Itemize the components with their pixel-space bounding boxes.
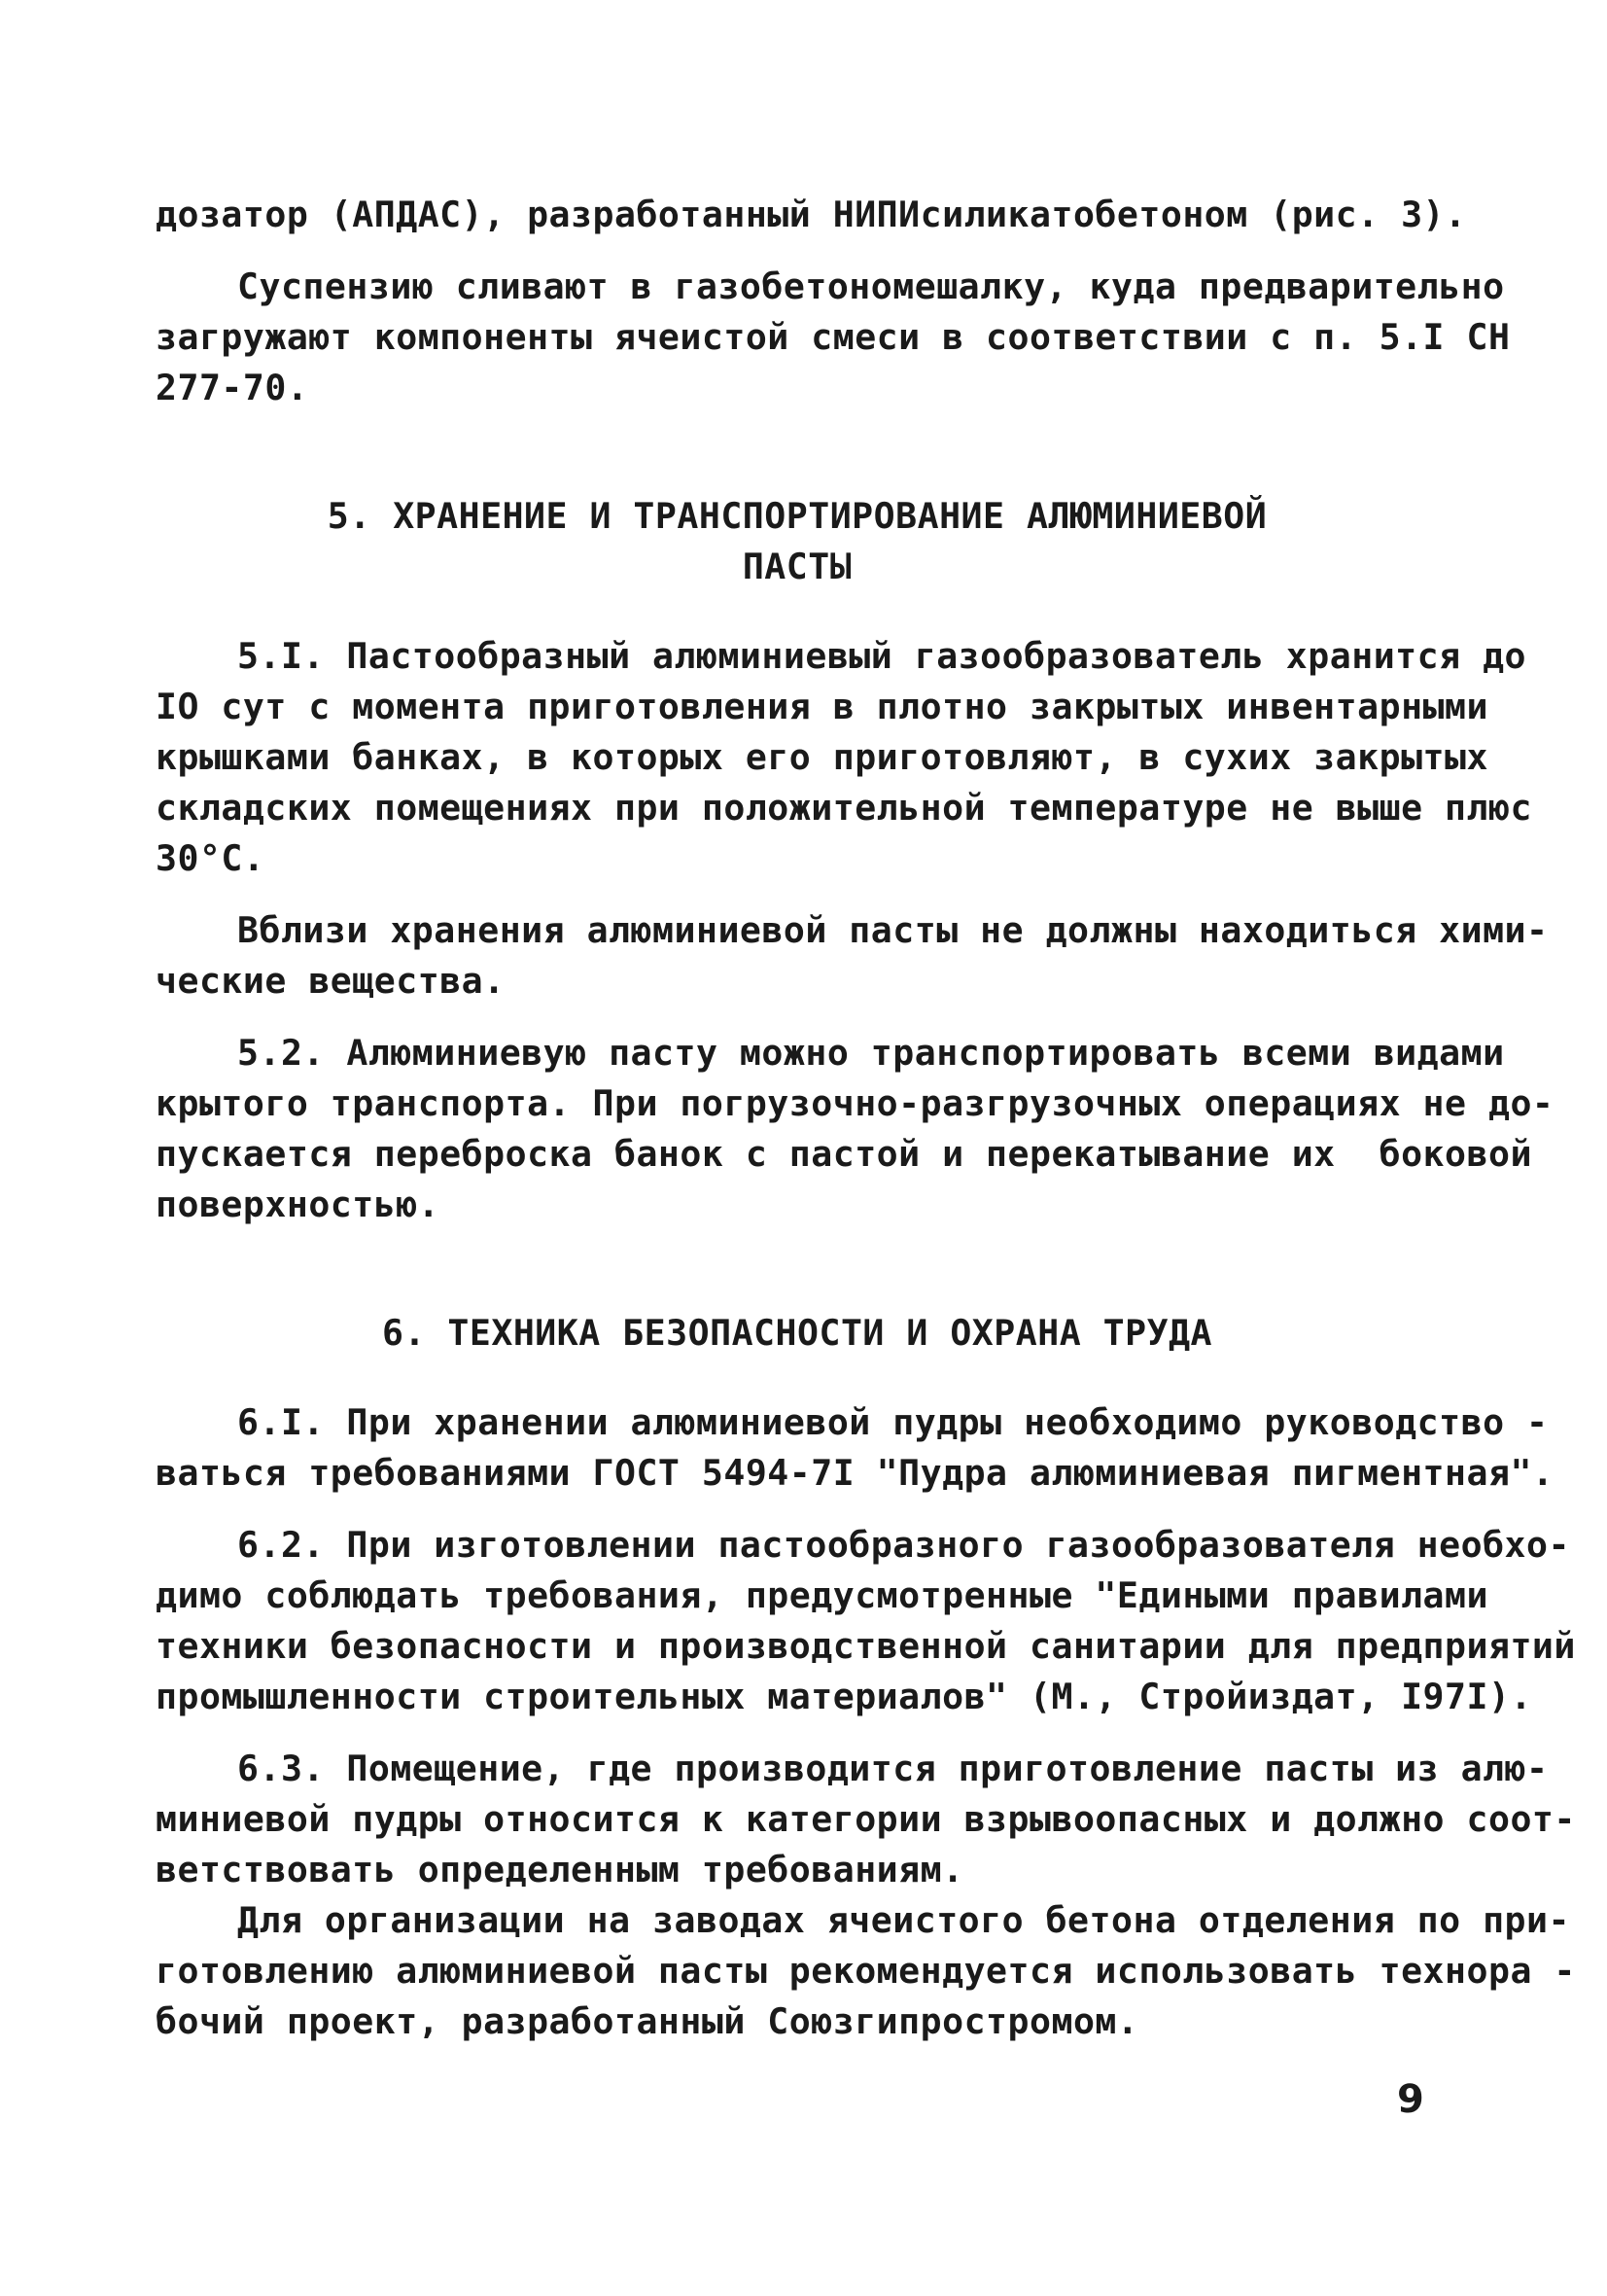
paragraph-5-1-b [156,905,1549,1007]
spacer [156,1722,1439,1744]
text-line: Суспензию сливают в газобетономешалку, куда предварительно [237,265,1505,307]
text-line: загружают компоненты ячеистой смеси в соответствии с п. 5.I СН [156,316,1511,358]
text-line: 6.2. При изготовлении пастообразного газообразователя необхо- [237,1524,1570,1566]
spacer [156,592,1439,631]
text-line: дозатор (АПДАС), разработанный НИПИсиликатобетоном (рис. 3). [156,194,1467,235]
text-line: Для организации на заводах ячеистого бетона отделения по при- [237,1899,1570,1941]
text-line: димо соблюдать требования, предусмотренные "Едиными правилами [156,1574,1488,1616]
document-page [156,190,1576,2047]
text-line: ческие вещества. [156,960,506,1002]
spacer [156,240,1439,262]
paragraph-6-3 [156,1744,1576,1895]
text-line: 30°С. [156,837,265,879]
spacer [156,1007,1439,1028]
text-line: пускается переброска банок с пастой и перекатывание их боковой [156,1133,1532,1175]
text-line: крытого транспорта. При погрузочно-разгрузочных операциях не до- [156,1082,1555,1124]
text-line: складских помещениях при положительной температуре не выше плюс [156,787,1532,829]
text-line: поверхностью. [156,1183,440,1225]
text-line: 6.3. Помещение, где производится приготовление пасты из алю- [237,1748,1549,1789]
section-heading-line: ПАСТЫ [742,546,853,587]
section-5-heading [156,491,1439,592]
text-line: 5.I. Пастообразный алюминиевый газообразователь хранится до [237,635,1527,677]
paragraph-6-3-b [156,1895,1576,2047]
text-line: техники безопасности и производственной санитарии для предприятий [156,1625,1576,1667]
spacer [156,1499,1439,1520]
section-heading-line: 6. ТЕХНИКА БЕЗОПАСНОСТИ И ОХРАНА ТРУДА [381,1312,1213,1354]
text-line: 6.I. При хранении алюминиевой пудры необходимо руководство - [237,1401,1549,1443]
intro-paragraph [156,190,1467,240]
text-line: ветствовать определенным требованиям. [156,1849,964,1890]
text-line: IO сут с момента приготовления в плотно закрытых инвентарными [156,686,1488,727]
paragraph-6-2 [156,1520,1576,1722]
spacer [156,1359,1439,1397]
text-line: Вблизи хранения алюминиевой пасты не должны находиться хими- [237,909,1549,951]
text-line: готовлению алюминиевой пасты рекомендуется использовать технора - [156,1950,1576,1992]
page-number: 9 [1397,2077,1424,2122]
text-line: 277-70. [156,367,309,408]
section-6-heading [156,1308,1439,1359]
text-line: миниевой пудры относится к категории взрывоопасных и должно соот- [156,1798,1576,1840]
text-line: 5.2. Алюминиевую пасту можно транспортировать всеми видами [237,1032,1505,1074]
text-line: промышленности строительных материалов" (М., Стройиздат, I97I). [156,1676,1532,1717]
text-line: бочий проект, разработанный Союзгипростромом. [156,2000,1139,2042]
spacer [156,413,1439,491]
section-heading-line: 5. ХРАНЕНИЕ И ТРАНСПОРТИРОВАНИЕ АЛЮМИНИЕВОЙ [327,495,1268,537]
text-line: крышками банках, в которых его приготовляют, в сухих закрытых [156,736,1488,778]
paragraph-5-2 [156,1028,1555,1230]
paragraph-5-1 [156,631,1532,884]
spacer [156,1230,1439,1308]
suspension-paragraph [156,262,1511,413]
paragraph-6-1 [156,1397,1555,1499]
spacer [156,884,1439,905]
text-line: ваться требованиями ГОСТ 5494-7I "Пудра алюминиевая пигментная". [156,1452,1555,1494]
